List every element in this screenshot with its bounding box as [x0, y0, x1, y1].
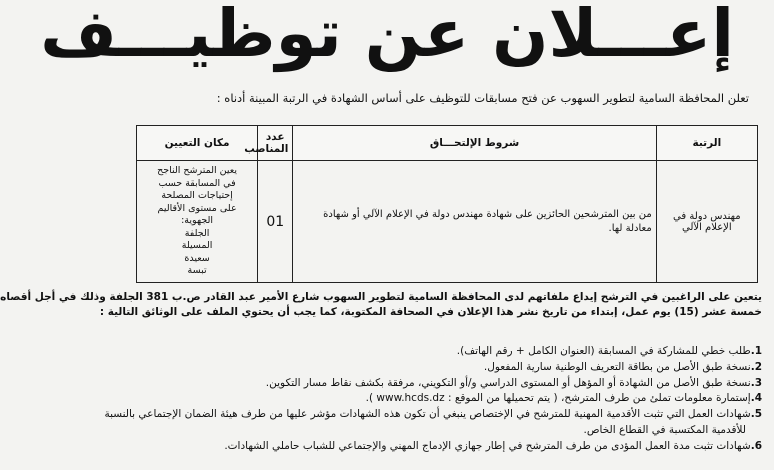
intro-text: تعلن المحافظة السامية لتطوير السهوب عن فتح مسابقات للتوظيف على أساس الشهادة في الرتبة المبينة أدناه : [216, 91, 749, 105]
list-item: 5.شهادات العمل التي تثبت الأقدمية المهنية للمترشح في الإختصاص ينبغي أن تكون هذه الشهادات مؤشر عليها من طرف هيئة الضمان الإجتماعي بالنسبة [104, 408, 762, 421]
place-line: المسيلة [181, 240, 213, 252]
header-rank: الرتبة [656, 126, 757, 161]
application-paragraph [0, 290, 762, 320]
header-count: عدد المناصب [258, 126, 293, 161]
table-row [137, 161, 758, 283]
place-line: إحتياجات المصلحة [161, 190, 233, 202]
place-line: على مستوى الأقاليم [157, 202, 237, 214]
cell-conditions: من بين المترشحين الحائزين على شهادة مهندس دولة في الإعلام الآلي أو شهادة معادلة لها. [293, 161, 656, 283]
paragraph-line: يتعين على الراغبين في الترشح إيداع ملفاتهم لدى المحافظة السامية لتطوير السهوب شارع الأمير عبد القادر ص.ب 381 الجلفة وذلك في أجل أقصاه [0, 291, 762, 303]
cell-rank: مهندس دولة في الإعلام الآلي [656, 161, 757, 283]
list-item: 6.شهادات تثبت مدة العمل المؤدى من طرف المترشح في إطار جهازي الإدماج المهني والإجتماعي للشباب حاملي الشهادات. [224, 439, 762, 452]
list-item: 1.طلب خطي للمشاركة في المسابقة (العنوان الكامل + رقم الهاتف). [456, 345, 762, 357]
list-item-continuation: للأقدمية المكتسبة في القطاع الخاص. [583, 423, 746, 436]
positions-table [136, 125, 758, 283]
cell-count: 01 [258, 161, 293, 283]
table-header-row [137, 126, 758, 161]
header-conditions: شروط الإلتحـــاق [293, 126, 656, 161]
list-item: 3.نسخة طبق الأصل من الشهادة أو المؤهل أو المستوى الدراسي و/أو التكويني، مرفقة بكشف نقاط مسار التكوين. [265, 376, 762, 389]
place-line: في المسابقة حسب [158, 177, 236, 189]
list-item: 2.نسخة طبق الأصل من بطاقة التعريف الوطنية سارية المفعول. [483, 360, 762, 373]
header-place: مكان التعيين [137, 126, 258, 161]
paragraph-line: خمسة عشر (15) يوم عمل، إبتداء من تاريخ نشر هذا الإعلان في الصحافة المكتوبة، كما يجب أن يحتوي الملف على الوثائق التالية : [99, 306, 762, 318]
cell-place [137, 161, 258, 283]
place-line: تبسة [187, 265, 207, 277]
place-line: الجهوية: [181, 215, 214, 227]
list-item: 4.إستمارة معلومات تملئ من طرف المترشح، ( يتم تحميلها من الموقع : www.hcds.dz ). [365, 392, 762, 405]
announcement-title: إعـــلان عن توظيـــف [40, 0, 734, 72]
place-line: الجلفة [184, 227, 210, 239]
place-line: سعيدة [184, 252, 210, 264]
place-line: يعين المترشح الناجح [157, 165, 238, 177]
required-documents-list [104, 344, 762, 455]
